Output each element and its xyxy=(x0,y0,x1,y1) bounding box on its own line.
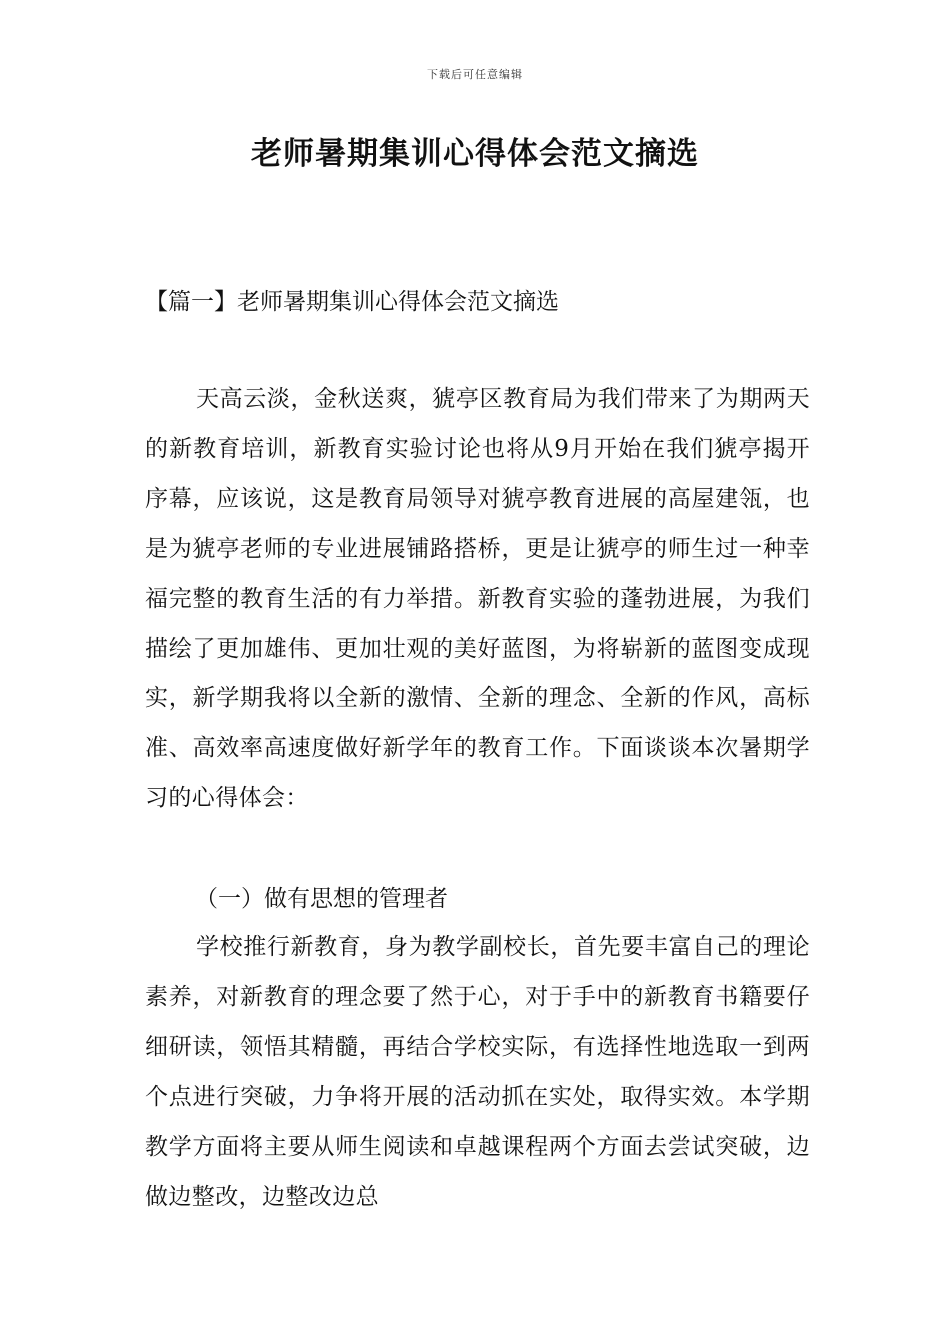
body-paragraph-1: 天高云淡，金秋送爽，猇亭区教育局为我们带来了为期两天的新教育培训，新教育实验讨论也将从9月开始在我们猇亭揭开序幕，应该说，这是教育局领导对猇亭教育进展的高屋建瓴，也是为猇亭老师的专业进展铺路搭桥，更是让猇亭的师生过一种幸福完整的教育生活的有力举措。新教育实验的蓬勃进展，为我们描绘了更加雄伟、更加壮观的美好蓝图，为将崭新的蓝图变成现实，新学期我将以全新的激情、全新的理念、全新的作风，高标准、高效率高速度做好新学年的教育工作。下面谈谈本次暑期学习的心得体会： xyxy=(145,386,810,812)
section-heading: 【篇一】老师暑期集训心得体会范文摘选 xyxy=(145,289,559,315)
sub-heading: （一）做有思想的管理者 xyxy=(195,886,448,912)
body-paragraph-2: 学校推行新教育，身为教学副校长，首先要丰富自己的理论素养，对新教育的理念要了然于心，对于手中的新教育书籍要仔细研读，领悟其精髓，再结合学校实际，有选择性地选取一到两个点进行突破，力争将开展的活动抓在实处，取得实效。本学期教学方面将主要从师生阅读和卓越课程两个方面去尝试突破，边做边整改，边整改边总 xyxy=(145,934,810,1210)
document-title: 老师暑期集训心得体会范文摘选 xyxy=(251,136,699,172)
header-note: 下载后可任意编辑 xyxy=(427,68,523,81)
